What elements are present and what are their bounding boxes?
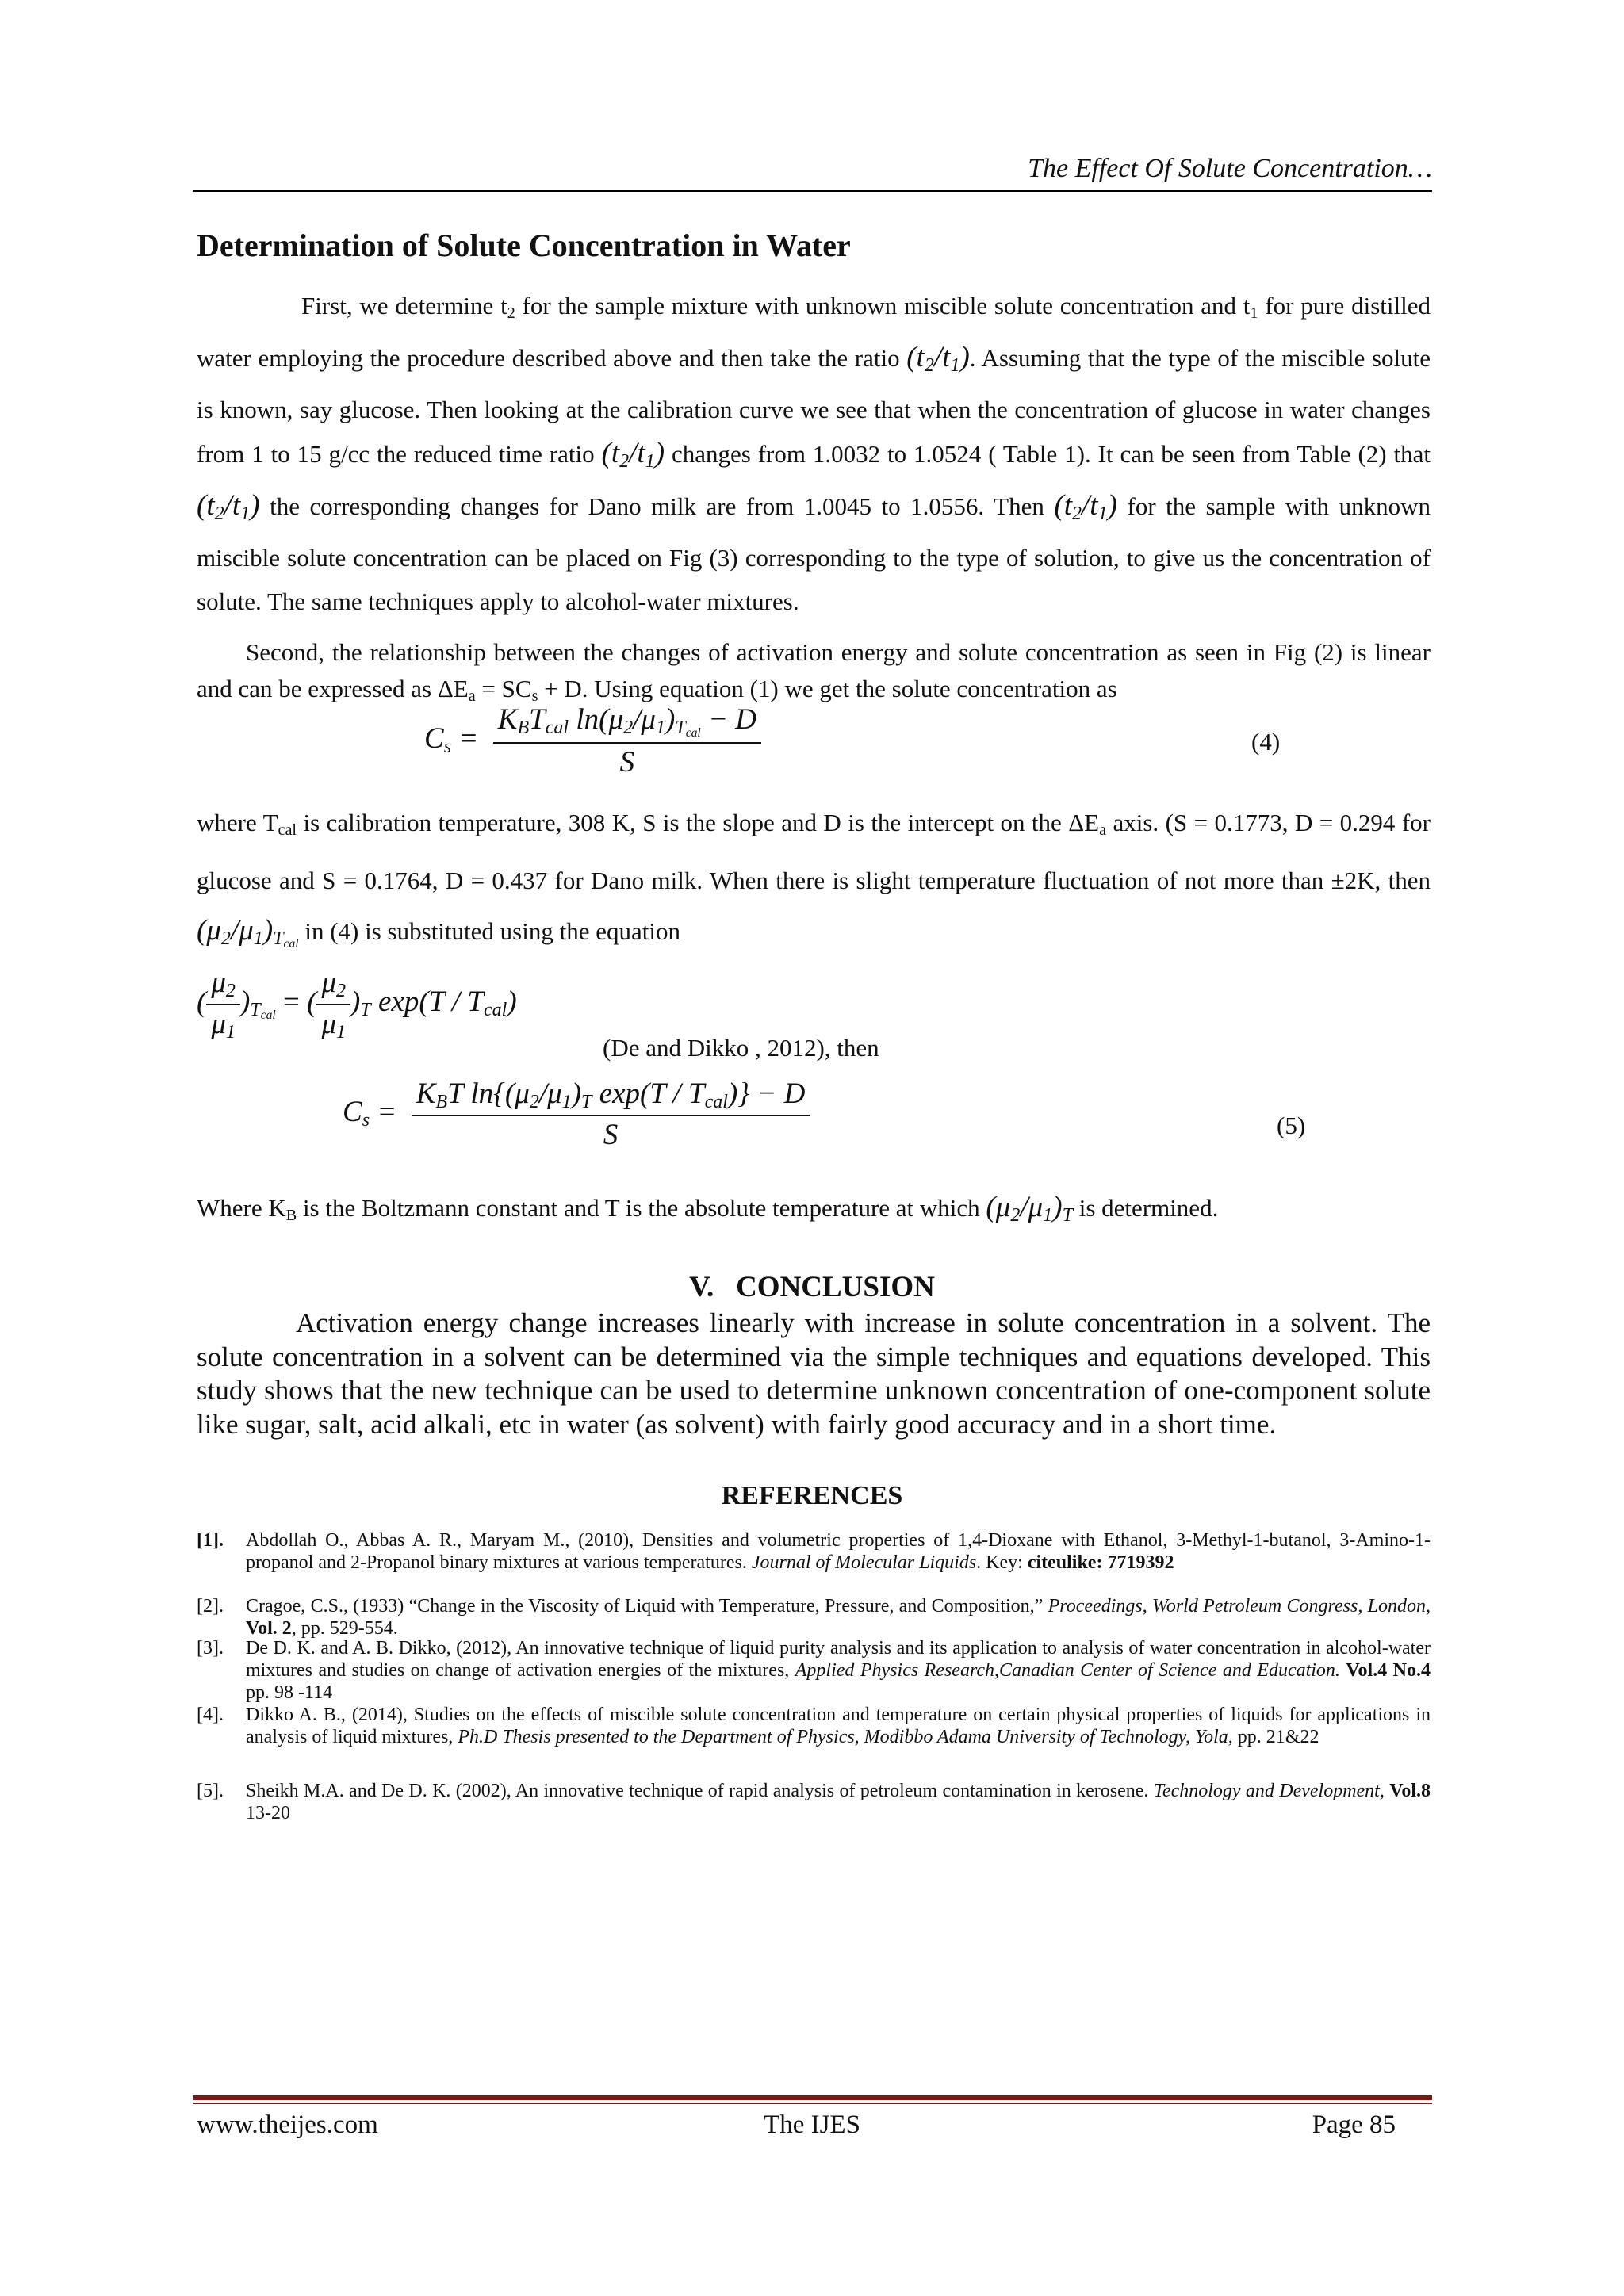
conclusion-text: Activation energy change increases linearly with increase in solute concentration in a solvent. The solute concentration in a solvent can be determined via the simple techniques and equations developed. This study shows that the new technique can be used to determine unknown concentration of one-component solute like sugar, salt, acid alkali, etc in water (as solvent) with fairly good accuracy and in a short time.	[197, 1307, 1431, 1441]
reference-item: [1]. Abdollah O., Abbas A. R., Maryam M., (2010), Densities and volumetric properties of 1,4-Dioxane with Ethanol, 3-Methyl-1-butanol, 3-Amino-1-propanol and 2-Propanol binary mixtures at various temperatures. Journal of Molecular Liquids. Key: citeulike: 7719392	[197, 1530, 1431, 1573]
footer-website-link[interactable]: www.theijes.com	[197, 2110, 378, 2139]
section-title: Determination of Solute Concentration in Water	[197, 228, 851, 263]
equation-substitution: ( $\frac{\mu_2}{\mu_1}$ )$_{T_{cal}}$ = ( $\frac{\mu_2}{\mu_1}$ )$_T$ $\exp(T / T_{cal})$	[197, 966, 517, 1043]
equation-4-number: (4)	[1251, 728, 1281, 756]
footer-page-number: Page 85	[1312, 2110, 1396, 2139]
reference-item: [4]. Dikko A. B., (2014), Studies on the effects of miscible solute concentration and temperature on certain physical properties of liquids for applications in analysis of liquid mixtures, Ph.D Thesis presented to the Department of Physics, Modibbo Adama University of Technology, Yola, pp. 21&22	[197, 1705, 1431, 1747]
running-header: The Effect Of Solute Concentration…	[1028, 154, 1432, 183]
footer-rule-thick	[193, 2095, 1432, 2100]
footer-rule-thin	[193, 2103, 1432, 2104]
paragraph-method: First, we determine $t_2$ for the sample mixture with unknown miscible solute concentration and $t_1$ for pure distilled water employing the procedure described above and then take the ratio $(t_2/t_1)$. Assuming that the type of the miscible solute is known, say glucose. Then looking at the calibration curve we see that when the concentration of glucose in water changes from 1 to 15 g/cc the reduced time ratio $(t_2/t_1)$ changes from 1.0032 to 1.0524 ( Table 1). It can be seen from Table (2) that $(t_2/t_1)$ the corresponding changes for Dano milk are from 1.0045 to 1.0556. Then $(t_2/t_1)$ for the sample with unknown miscible solute concentration can be placed on Fig (3) corresponding to the type of solution, to give us the concentration of solute. The same techniques apply to alcohol-water mixtures.	[197, 292, 1431, 616]
paragraph-boltzmann: Where $K_B$ is the Boltzmann constant and T is the absolute temperature at which $(\mu_2/\mu_1)_T$ is determined.	[197, 1191, 1219, 1226]
conclusion-number: V.	[689, 1271, 714, 1303]
citation-de-dikko: (De and Dikko , 2012), then	[603, 1034, 879, 1062]
conclusion-title: CONCLUSION	[736, 1271, 935, 1303]
header-rule	[193, 190, 1432, 192]
conclusion-heading	[0, 1270, 1624, 1304]
reference-item: [3]. De D. K. and A. B. Dikko, (2012), An innovative technique of liquid purity analysis and its application to analysis of water concentration in alcohol-water mixtures and studies on change of activation energies of the mixtures, Applied Physics Research,Canadian Center of Science and Education. Vol.4 No.4 pp. 98 -114	[197, 1638, 1431, 1703]
equation-5: $C_s$ = $\frac{K_BT \ln\{(\mu_2/\mu_1)_T \exp(T / T_{cal})\} - D}{S}$	[343, 1077, 810, 1152]
reference-item: [5]. Sheikh M.A. and De D. K. (2002), An innovative technique of rapid analysis of petroleum contamination in kerosene. Technology and Development, Vol.8 13-20	[197, 1781, 1431, 1823]
reference-item: [2]. Cragoe, C.S., (1933) “Change in the Viscosity of Liquid with Temperature, Pressure, and Composition,” Proceedings, World Petroleum Congress, London, Vol. 2, pp. 529-554.	[197, 1596, 1431, 1639]
references-heading: REFERENCES	[721, 1481, 903, 1510]
paragraph-linear-relation: Second, the relationship between the changes of activation energy and solute concentration as seen in Fig (2) is linear and can be expressed as $\Delta E_a = SC_s + D$. Using equation (1) we get the solute concentration as	[197, 638, 1431, 706]
equation-5-number: (5)	[1277, 1112, 1306, 1139]
footer-journal: The IJES	[764, 2110, 860, 2139]
paragraph-where: where $T_{cal}$ is calibration temperature, 308 K, S is the slope and D is the intercept on the $\Delta E_a$ axis. (S = 0.1773, D = 0.294 for glucose and S = 0.1764, D = 0.437 for Dano milk. When there is slight temperature fluctuation of not more than ±2K, then $(\mu_2/\mu_1)_{T_{cal}}$ in (4) is substituted using the equation	[197, 809, 1431, 951]
equation-4: $C_s$ = $\frac{K_BT_{cal} \ln(\mu_2/\mu_1)_{T_{cal}} - D}{S}$	[424, 702, 761, 779]
